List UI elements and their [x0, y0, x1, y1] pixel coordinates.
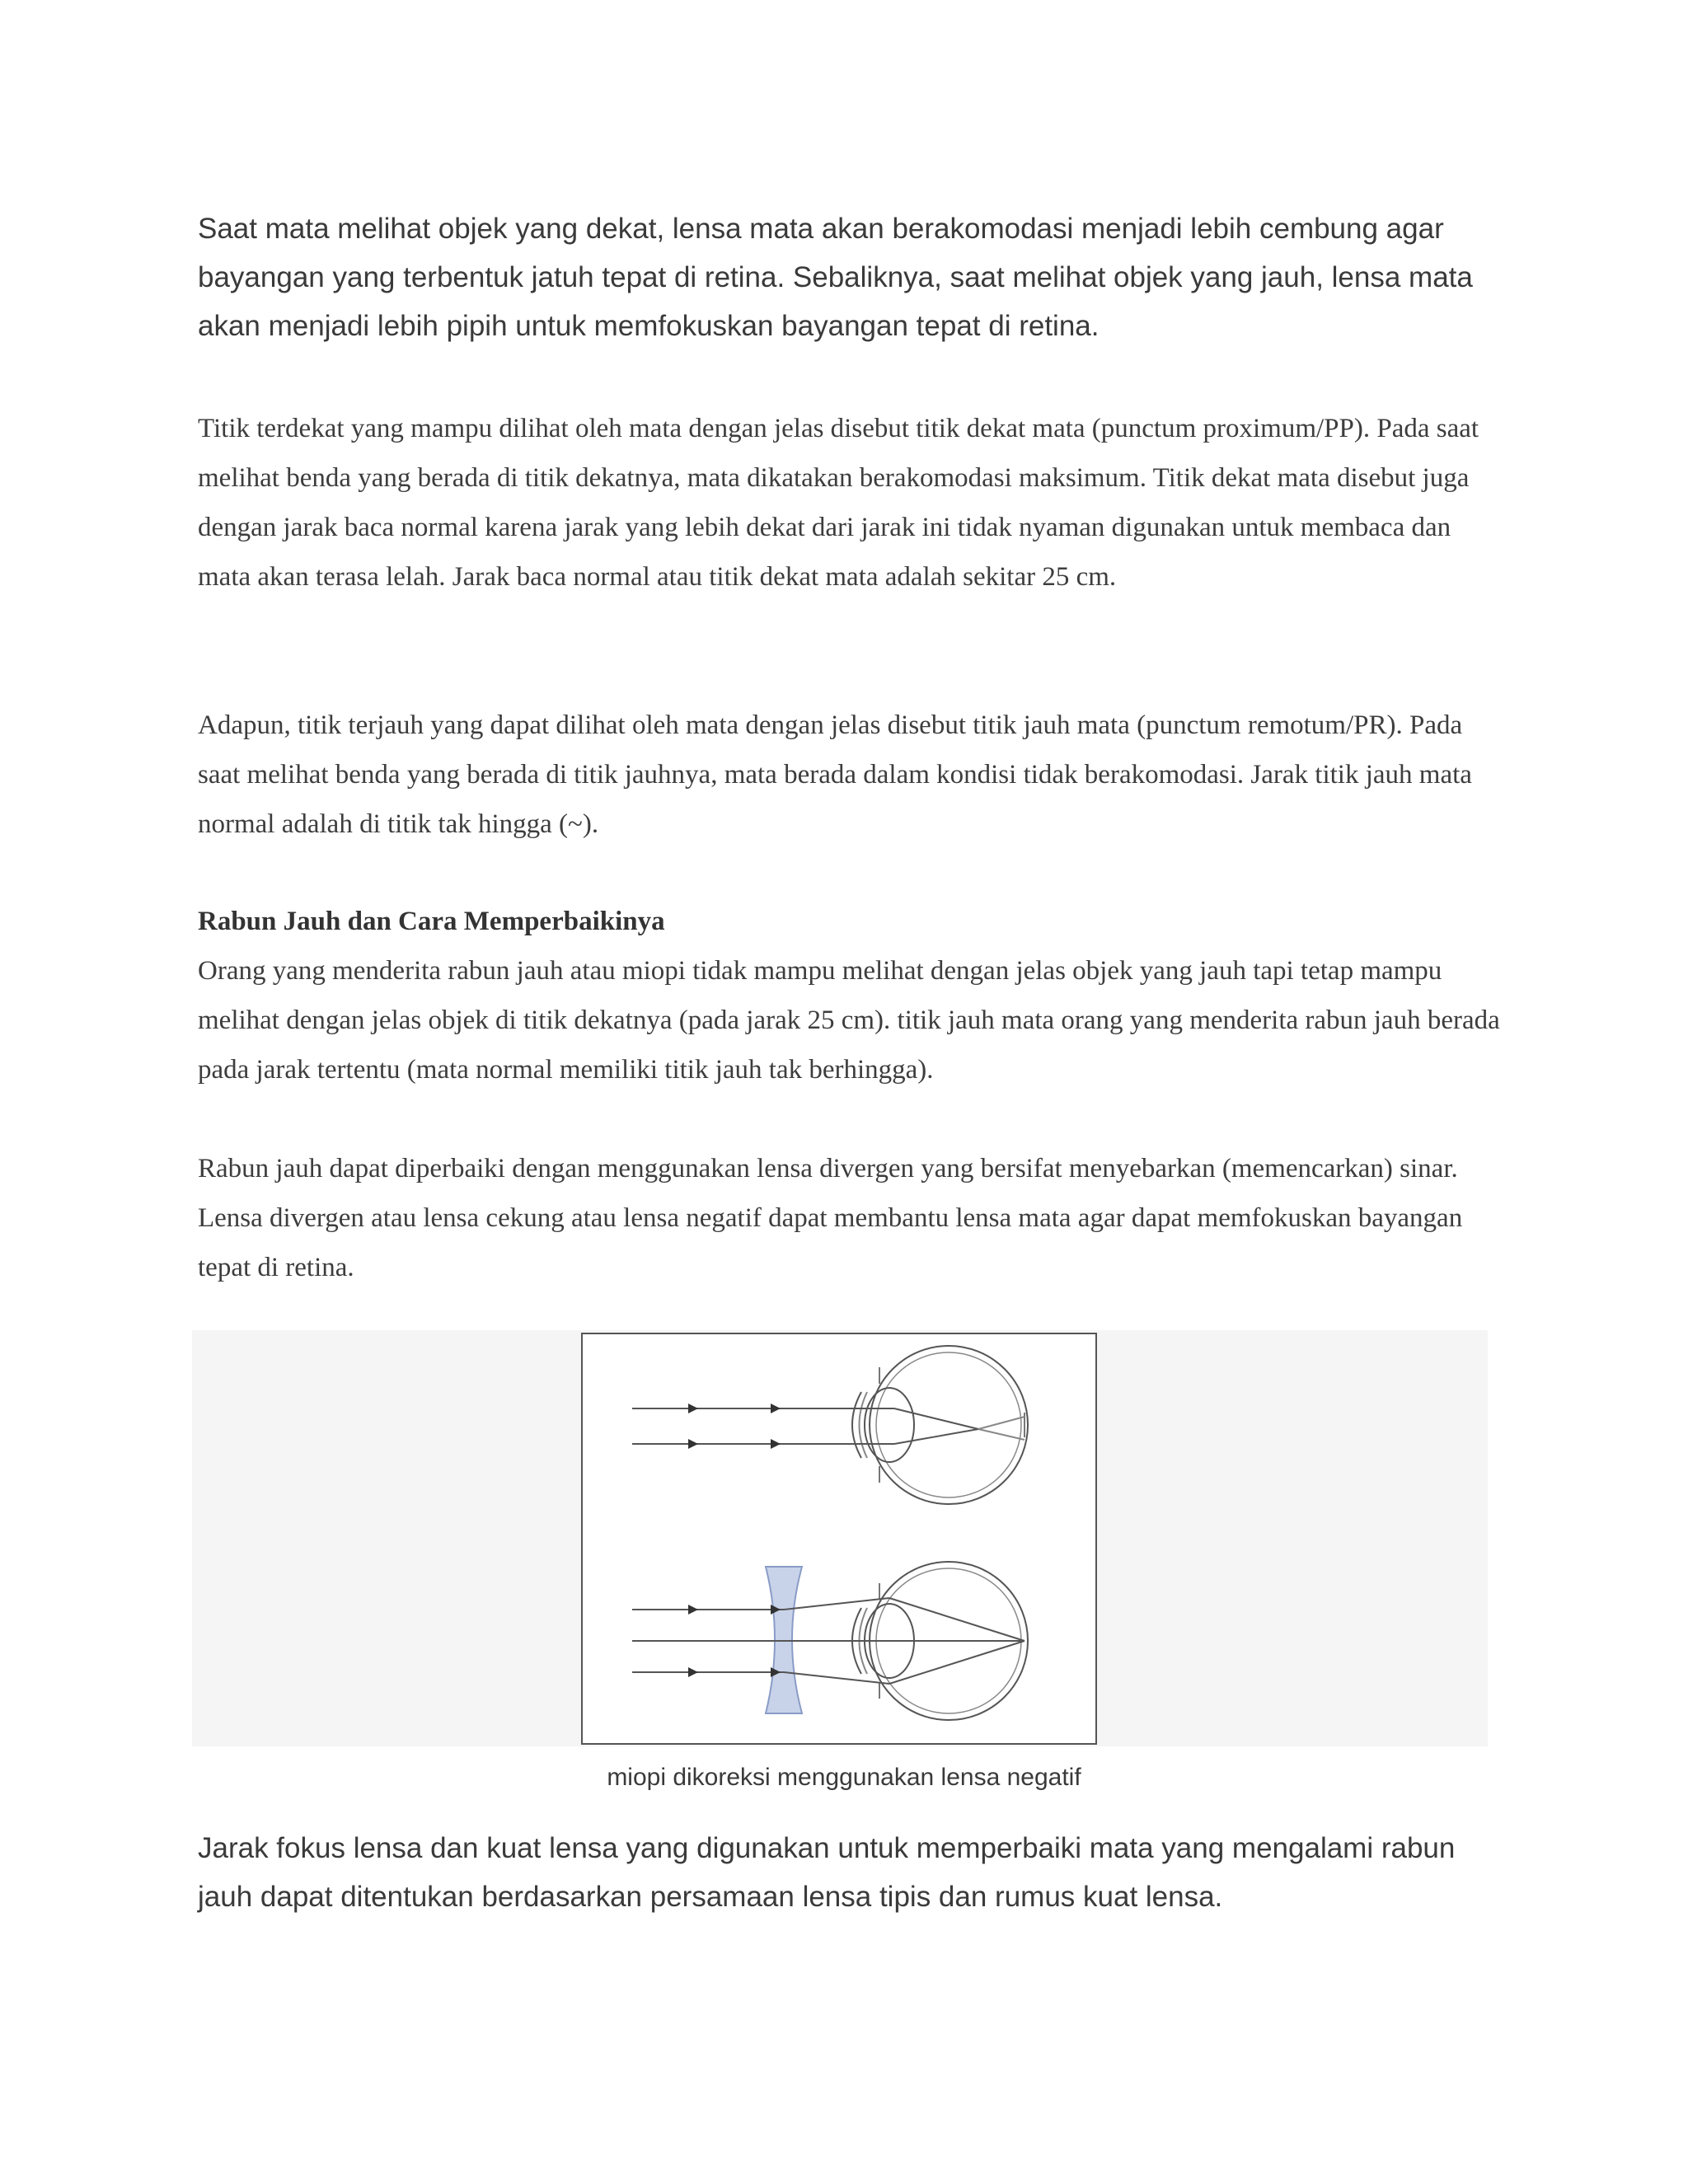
uncorrected-rays — [632, 1408, 1025, 1444]
paragraph-myopia-definition: Orang yang menderita rabun jauh atau miopi tidak mampu melihat dengan jelas objek yang jauh tapi tetap mampu melihat dengan jelas objek di titik dekatnya (pada jarak 25 cm). titik jauh mata orang yang menderita rabun jauh berada pada jarak tertentu (mata normal memiliki titik jauh tak berhingga). — [198, 956, 1500, 1085]
paragraph-far-point: Adapun, titik terjauh yang dapat dilihat oleh mata dengan jelas disebut titik jauh mata (punctum remotum/PR). Pada saat melihat benda yang berada di titik jauhnya, mata berada dalam kondisi tidak berakomodasi. Jarak titik jauh mata normal adalah di titik tak hingga (~). — [198, 710, 1472, 839]
paragraph-accommodation: Saat mata melihat objek yang dekat, lensa mata akan berakomodasi menjadi lebih cembung agar bayangan yang terbentuk jatuh tepat di retina. Sebaliknya, saat melihat objek yang jauh, lensa mata akan menjadi lebih pipih untuk memfokuskan bayangan tepat di retina. — [198, 213, 1473, 342]
paragraph-myopia-correction: Rabun jauh dapat diperbaiki dengan menggunakan lensa divergen yang bersifat menyebarkan (memencarkan) sinar. Lensa divergen atau lensa cekung atau lensa negatif dapat membantu lensa mata agar dapat memfokuskan bayangan tepat di retina. — [198, 1154, 1463, 1282]
uncorrected-arrowheads — [688, 1404, 781, 1449]
figure-caption: miopi dikoreksi menggunakan lensa negatif — [607, 1764, 1081, 1791]
paragraph-lens-formula: Jarak fokus lensa dan kuat lensa yang digunakan untuk memperbaiki mata yang mengalami rabun jauh dapat ditentukan berdasarkan persamaan lensa tipis dan rumus kuat lensa. — [198, 1832, 1456, 1913]
section-heading: Rabun Jauh dan Cara Memperbaikinya — [198, 907, 665, 936]
myopia-diagram — [581, 1333, 1097, 1745]
uncorrected-eye — [852, 1346, 1028, 1504]
paragraph-near-point: Titik terdekat yang mampu dilihat oleh mata dengan jelas disebut titik dekat mata (punctum proximum/PP). Pada saat melihat benda yang berada di titik dekatnya, mata dikatakan berakomodasi maksimum. Titik dekat mata disebut juga dengan jarak baca normal karena jarak yang lebih dekat dari jarak ini tidak nyaman digunakan untuk membaca dan mata akan terasa lelah. Jarak baca normal atau titik dekat mata adalah sekitar 25 cm. — [198, 414, 1479, 592]
